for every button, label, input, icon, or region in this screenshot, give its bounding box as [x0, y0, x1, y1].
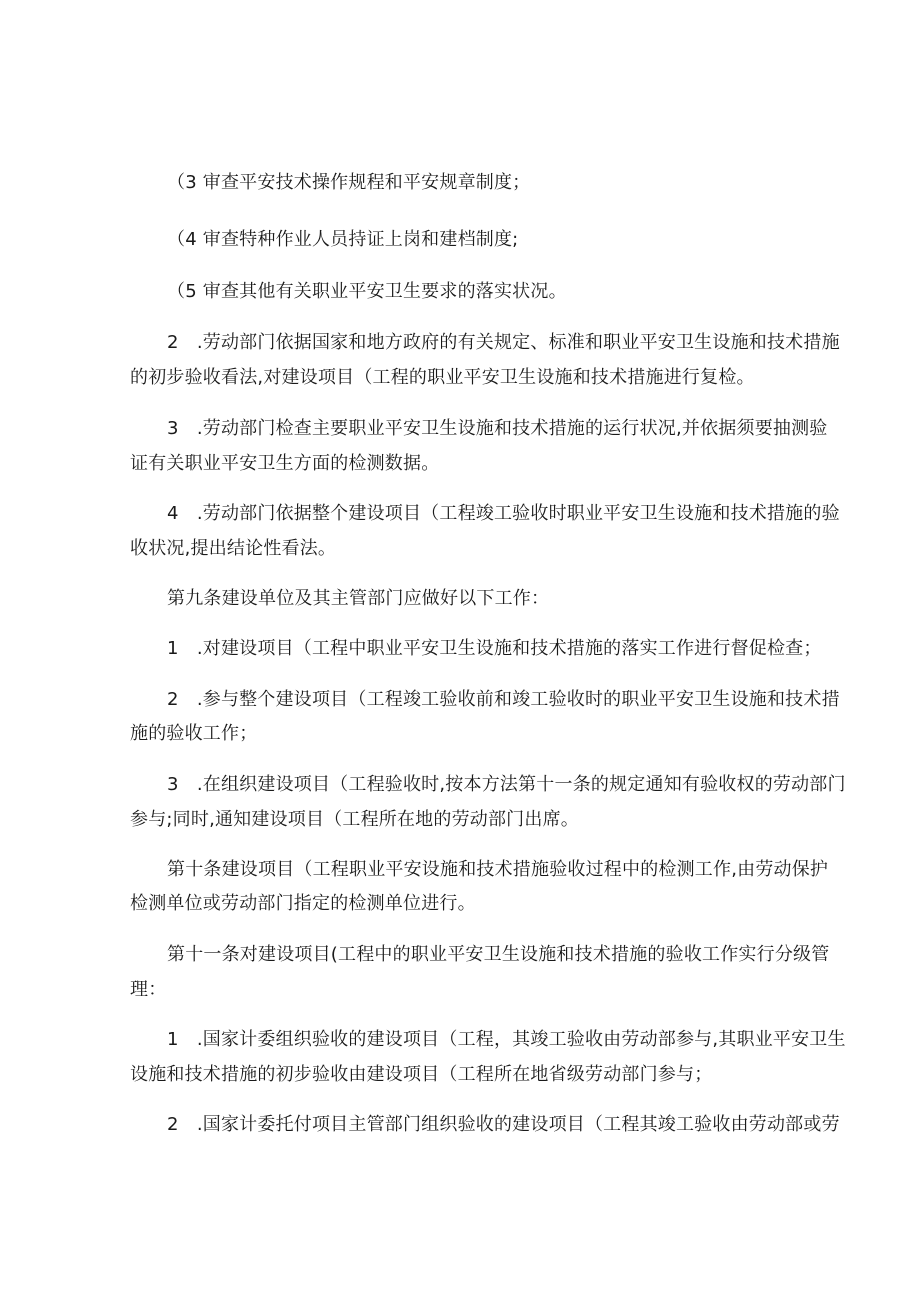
point-2-line-1: 2 .劳动部门依据国家和地方政府的有关规定、标准和职业平安卫生设施和技术措施	[167, 332, 840, 353]
a9-point-2-line-1: 2 .参与整个建设项目（工程竣工验收前和竣工验收时的职业平安卫生设施和技术措	[167, 689, 840, 710]
a11-point-1-line-1: 1 .国家计委组织验收的建设项目（工程，其竣工验收由劳动部参与,其职业平安卫生	[167, 1029, 846, 1050]
a11-point-1-line-2: 设施和技术措施的初步验收由建设项目（工程所在地省级劳动部门参与；	[130, 1064, 713, 1085]
item-4: （4 审查特种作业人员持证上岗和建档制度;	[167, 229, 519, 250]
item-3: （3 审查平安技术操作规程和平安规章制度；	[167, 172, 531, 193]
point-4-line-1: 4 .劳动部门依据整个建设项目（工程竣工验收时职业平安卫生设施和技术措施的验	[167, 503, 840, 524]
article-10-line-2: 检测单位或劳动部门指定的检测单位进行。	[130, 893, 476, 914]
point-4-line-2: 收状况,提出结论性看法。	[130, 538, 337, 559]
point-2-line-2: 的初步验收看法,对建设项目（工程的职业平安卫生设施和技术措施进行复检。	[130, 367, 755, 388]
a11-point-2-line-1: 2 .国家计委托付项目主管部门组织验收的建设项目（工程其竣工验收由劳动部或劳	[167, 1114, 840, 1135]
a9-point-1: 1 .对建设项目（工程中职业平安卫生设施和技术措施的落实工作进行督促检查；	[167, 638, 822, 659]
a9-point-3-line-2: 参与;同时,通知建设项目（工程所在地的劳动部门出席。	[130, 809, 579, 830]
article-10-line-1: 第十条建设项目（工程职业平安设施和技术措施验收过程中的检测工作,由劳动保护	[167, 859, 829, 880]
a9-point-2-line-2: 施的验收工作；	[130, 723, 258, 744]
point-3-line-2: 证有关职业平安卫生方面的检测数据。	[130, 453, 440, 474]
article-9: 第九条建设单位及其主管部门应做好以下工作：	[167, 588, 550, 609]
article-11-line-2: 理：	[130, 979, 167, 1000]
a9-point-3-line-1: 3 .在组织建设项目（工程验收时,按本方法第十一条的规定通知有验收权的劳动部门	[167, 774, 846, 795]
point-3-line-1: 3 .劳动部门检查主要职业平安卫生设施和技术措施的运行状况,并依据须要抽测验	[167, 418, 828, 439]
item-5: （5 审查其他有关职业平安卫生要求的落实状况。	[167, 281, 567, 302]
article-11-line-1: 第十一条对建设项目(工程中的职业平安卫生设施和技术措施的验收工作实行分级管	[167, 944, 830, 965]
